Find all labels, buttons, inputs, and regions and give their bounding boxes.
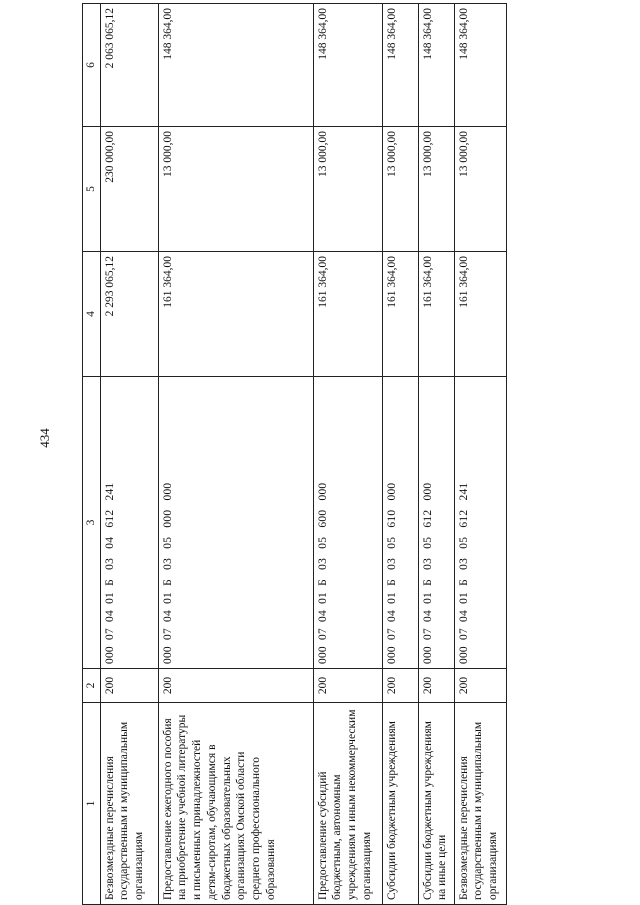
row-amount-col4: 161 364,00 <box>158 252 313 377</box>
row-classification-code: 000 07 04 01 Б 03 05 600 000 <box>313 377 382 669</box>
row-amount-col4: 161 364,00 <box>313 252 382 377</box>
row-amount-col4: 161 364,00 <box>454 252 506 377</box>
row-amount-col6: 148 364,00 <box>418 4 454 127</box>
row-amount-col4: 161 364,00 <box>382 252 418 377</box>
row-grbs-code: 200 <box>313 669 382 703</box>
budget-table <box>82 3 507 905</box>
column-header-6: 6 <box>83 4 101 127</box>
rotated-table-container <box>82 4 502 905</box>
table-row <box>100 4 158 905</box>
row-description: Предоставление ежегодного пособия на приобретение учебной литературы и письменных принадлежностей детям-сиротам, обучающимся в бюджетных образовательных организациях Омской области среднего профессионального образования <box>158 703 313 905</box>
row-grbs-code: 200 <box>418 669 454 703</box>
row-classification-code: 000 07 04 01 Б 03 05 000 000 <box>158 377 313 669</box>
table-row <box>158 4 313 905</box>
row-amount-col6: 148 364,00 <box>158 4 313 127</box>
table-row <box>382 4 418 905</box>
row-amount-col5: 13 000,00 <box>382 127 418 252</box>
row-grbs-code: 200 <box>382 669 418 703</box>
table-header-row <box>83 4 101 905</box>
row-amount-col6: 2 063 065,12 <box>100 4 158 127</box>
table-row <box>313 4 382 905</box>
row-amount-col4: 2 293 065,12 <box>100 252 158 377</box>
row-amount-col4: 161 364,00 <box>418 252 454 377</box>
row-description: Безвозмездные перечисления государственным и муниципальным организациям <box>100 703 158 905</box>
row-description: Субсидии бюджетным учреждениям <box>382 703 418 905</box>
column-header-3: 3 <box>83 377 101 669</box>
column-header-1: 1 <box>83 703 101 905</box>
row-classification-code: 000 07 04 01 Б 03 05 612 000 <box>418 377 454 669</box>
row-amount-col6: 148 364,00 <box>454 4 506 127</box>
table-row <box>454 4 506 905</box>
row-grbs-code: 200 <box>454 669 506 703</box>
row-grbs-code: 200 <box>100 669 158 703</box>
page-number: 434 <box>37 428 52 448</box>
column-header-2: 2 <box>83 669 101 703</box>
row-amount-col5: 13 000,00 <box>158 127 313 252</box>
row-amount-col6: 148 364,00 <box>382 4 418 127</box>
row-amount-col5: 13 000,00 <box>454 127 506 252</box>
column-header-4: 4 <box>83 252 101 377</box>
row-amount-col5: 230 000,00 <box>100 127 158 252</box>
row-classification-code: 000 07 04 01 Б 03 04 612 241 <box>100 377 158 669</box>
row-description: Предоставление субсидий бюджетным, автономным учреждениям и иным некоммерческим организациям <box>313 703 382 905</box>
row-classification-code: 000 07 04 01 Б 03 05 610 000 <box>382 377 418 669</box>
row-grbs-code: 200 <box>158 669 313 703</box>
table-row <box>418 4 454 905</box>
row-amount-col6: 148 364,00 <box>313 4 382 127</box>
row-classification-code: 000 07 04 01 Б 03 05 612 241 <box>454 377 506 669</box>
row-amount-col5: 13 000,00 <box>313 127 382 252</box>
row-description: Безвозмездные перечисления государственным и муниципальным организациям <box>454 703 506 905</box>
row-amount-col5: 13 000,00 <box>418 127 454 252</box>
row-description: Субсидии бюджетным учреждениям на иные цели <box>418 703 454 905</box>
column-header-5: 5 <box>83 127 101 252</box>
